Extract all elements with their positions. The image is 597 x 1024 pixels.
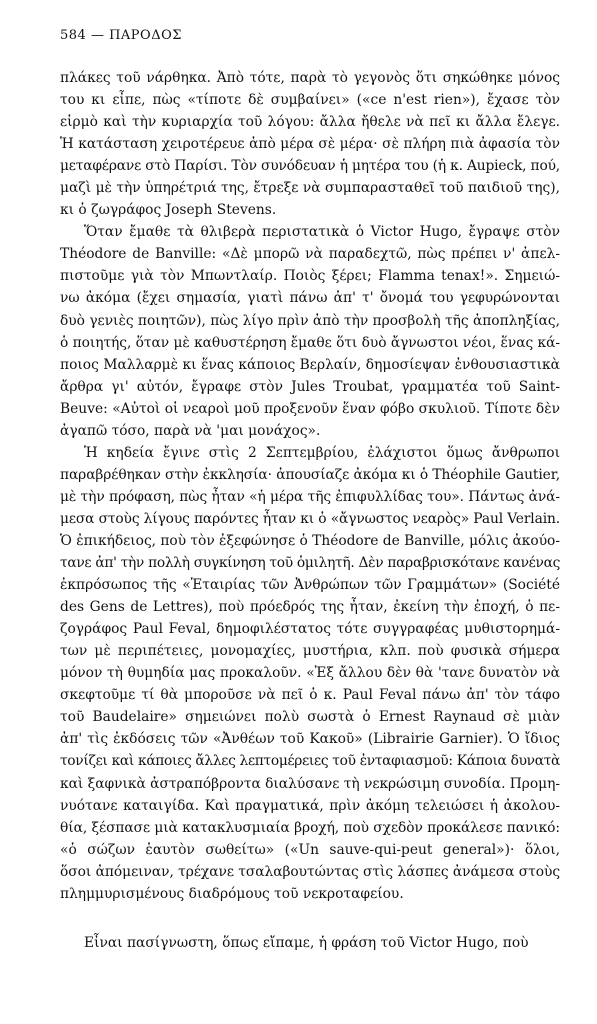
paragraph: [60, 932, 560, 954]
text-line: κι ὁ ζωγράφος Joseph Stevens.: [60, 202, 277, 219]
text-line: δυὸ γενιὲς ποιητῶν), πὼς λίγο πρὶν ἀπὸ τὴν προσβολὴ τῆς ἀποπληξίας,: [60, 312, 560, 329]
text-line: νω ἀκόμα (ἔχει σημασία, γιατὶ πάνω ἀπ' τ' ὄνομά του γεφυρώνονται: [60, 290, 560, 307]
text-line: ἄρθρα γι' αὐτόν, ἔγραφε στὸν Jules Troubat, γραμματέα τοῦ Saint-: [60, 378, 560, 395]
text-line: ἀπ' τὶς ἐκδόσεις τῶν «Ἀνθέων τοῦ Κακοῦ» (Librairie Garnier). Ὁ ἴδιος: [60, 731, 560, 748]
text-line: των μὲ περιπέτειες, μονομαχίες, μυστήρια, κλπ. ποὺ φυσικὰ σήμερα: [60, 643, 560, 660]
text-line: θία, ξέσπασε μιὰ κατακλυσμιαία βροχή, ποὺ σχεδὸν προκάλεσε πανικό:: [60, 819, 560, 836]
text-line: Théodore de Banville: «Δὲ μπορῶ νὰ παραδεχτῶ, πὼς πρέπει ν' ἀπελ-: [60, 246, 560, 263]
text-line: πλάκες τοῦ νάρθηκα. Ἀπὸ τότε, παρὰ τὸ γεγονὸς ὅτι σηκώθηκε μόνος: [60, 70, 560, 86]
text-line: Ὅταν ἔμαθε τὰ θλιβερὰ περιστατικὰ ὁ Victor Hugo, ἔγραψε στὸν: [84, 224, 560, 241]
text-line: τονίζει καὶ κάποιες ἄλλες λεπτομέρειες τοῦ ἐνταφιασμοῦ: Κάποια δυνατὰ: [60, 753, 560, 770]
text-line: σκεφτοῦμε τί θὰ μποροῦσε νὰ πεῖ ὁ κ. Paul Feval πάνω ἀπ' τὸν τάφο: [60, 687, 560, 704]
text-line: του κι εἶπε, πὼς «τίποτε δὲ συμβαίνει» («ce n'est rien»), ἔχασε τὸν: [60, 92, 560, 109]
text-line: μὲ τὴν πρόφαση, πὼς ἦταν «ἡ μέρα τῆς ἐπιφυλλίδας του». Πάντως ἀνά-: [60, 488, 560, 505]
text-line: Εἶναι πασίγνωστη, ὅπως εἴπαμε, ἡ φράση τοῦ Victor Hugo, ποὺ: [84, 934, 529, 951]
text-line: Ὁ ἐπικήδειος, ποὺ τὸν ἐξεφώνησε ὁ Théodore de Banville, μόλις ἀκούο-: [60, 532, 560, 549]
text-line: ὅσοι ἀπόμειναν, τρέχανε τσαλαβουτώντας στὶς λάσπες ἀνάμεσα στοὺς: [60, 863, 560, 880]
paragraph: [60, 67, 560, 221]
text-line: Ἡ κατάσταση χειροτέρευε ἀπὸ μέρα σὲ μέρα· σὲ πλήρη πιὰ ἀφασία τὸν: [60, 136, 560, 153]
text-line: μεσα στοὺς λίγους παρόντες ἦταν κι ὁ «ἄγνωστος νεαρὸς» Paul Verlain.: [60, 510, 560, 527]
text-line: μεταφέρανε στὸ Παρίσι. Τὸν συνόδευαν ἡ μητέρα του (ἡ κ. Aupieck, πού,: [60, 158, 560, 175]
text-line: πλημμυρισμένους διαδρόμους τοῦ νεκροταφείου.: [60, 885, 404, 902]
body-text: [60, 67, 560, 954]
text-line: τανε ἀπ' τὴν πολλὴ συγκίνηση τοῦ ὁμιλητῆ. Δὲν παραβρισκότανε κανένας: [60, 555, 560, 572]
page-header: 584 — ΠΑΡΟΔΟΣ: [60, 28, 182, 43]
text-line: ἀγαπῶ τόσο, παρὰ νὰ 'μαι μονάχος».: [60, 422, 321, 439]
text-line: ζογράφος Paul Feval, δημοφιλέστατος τότε συγγραφέας μυθιστορημά-: [60, 621, 560, 638]
text-line: τοῦ Baudelaire» σημειώνει πολὺ σωστὰ ὁ Ernest Raynaud σὲ μιὰν: [60, 709, 560, 726]
text-line: ποιος Μαλλαρμὲ κι ἕνας κάποιος Βερλαίν, δημοσίεψαν ἐνθουσιαστικὰ: [60, 356, 560, 373]
text-line: παραβρέθηκαν στὴν ἐκκλησία· ἀπουσίαζε ἀκόμα κι ὁ Théophile Gautier,: [60, 466, 560, 483]
text-line: ἐκπρόσωπος τῆς «Ἑταιρίας τῶν Ἀνθρώπων τῶν Γραμμάτων» (Société: [60, 577, 560, 594]
text-line: Beuve: «Αὐτοὶ οἱ νεαροὶ μοῦ προξενοῦν ἕναν φόβο σκυλιοῦ. Τίποτε δὲν: [60, 400, 560, 417]
paragraph: [60, 442, 560, 905]
text-line: μαζὶ μὲ τὴν ὑπηρέτριά της, ἔτρεξε νὰ συμπαρασταθεῖ τοῦ παιδιοῦ της),: [60, 180, 560, 197]
text-line: νυότανε καταιγίδα. Καὶ πραγματικά, πρὶν ἀκόμη τελειώσει ἡ ἀκολου-: [60, 797, 560, 814]
text-line: «ὁ σώζων ἑαυτὸν σωθείτω» («Un sauve-qui-peut general»)· ὅλοι,: [60, 841, 560, 858]
text-line: μόνον τὴ θυμηδία μας προκαλοῦν. «Ἐξ ἄλλου δὲν θὰ 'τανε δυνατὸν νὰ: [60, 665, 560, 682]
text-line: des Gens de Lettres), ποὺ πρόεδρός της ἦταν, ἐκείνη τὴν ἐποχή, ὁ πε-: [60, 599, 560, 616]
text-line: Ἡ κηδεία ἔγινε στὶς 2 Σεπτεμβρίου, ἐλάχιστοι ὅμως ἄνθρωποι: [84, 444, 560, 461]
paragraph-gap: [60, 905, 560, 932]
text-line: καὶ ξαφνικὰ ἀστραπόβροντα διαλύσανε τὴ νεκρώσιμη συνοδία. Προμη-: [60, 775, 560, 792]
text-line: πιστοῦμε γιὰ τὸν Μπωντλαίρ. Ποιὸς ξέρει; Flamma tenax!». Σημειώ-: [60, 268, 560, 285]
text-line: εἱρμὸ καὶ τὴν κυριαρχία τοῦ λόγου: ἄλλα ἤθελε νὰ πεῖ κι ἄλλα ἔλεγε.: [60, 114, 560, 131]
text-line: ὁ ποιητής, ὅταν μὲ καθυστέρηση ἔμαθε ὅτι δυὸ ἄγνωστοι νέοι, ἕνας κά-: [60, 334, 560, 351]
paragraph: [60, 221, 560, 441]
